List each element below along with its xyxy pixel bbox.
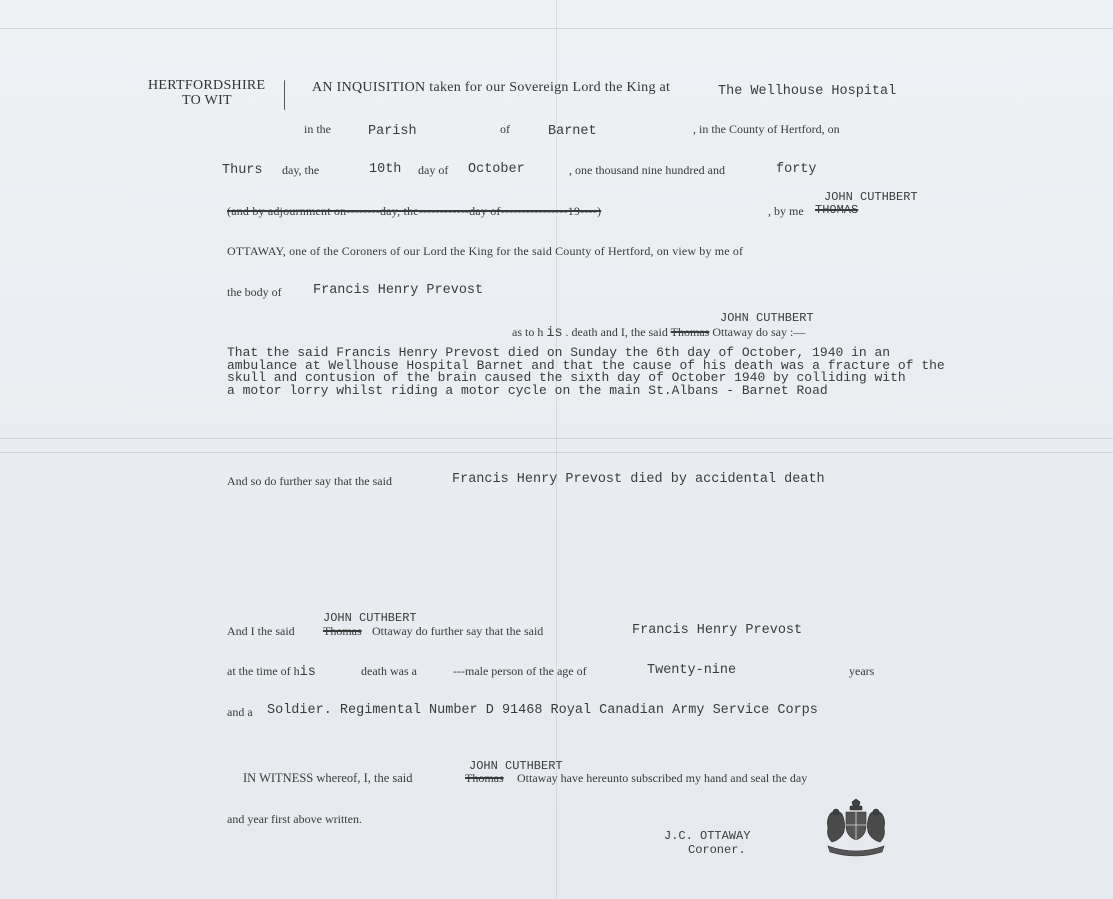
struck-name: Thomas [465, 771, 504, 785]
county-heading: HERTFORDSHIRE [148, 78, 266, 93]
cause-line: That the said Francis Henry Prevost died on Sunday the 6th day of October, 1940 in an [227, 345, 891, 360]
witness-text: IN WITNESS whereof, I, the said [243, 771, 413, 785]
struck-adjournment-text: (and by adjournment on--------day, the------------day of----------------19----) [227, 204, 602, 218]
as-to-label: as to h is . death and I, the said Thomas Ottaway do say :— [512, 325, 806, 341]
struck-name: THOMAS [815, 203, 859, 217]
pronoun: is [546, 326, 563, 341]
cause-line: ambulance at Wellhouse Hospital Barnet and that the cause of his death was a fracture of the [227, 357, 945, 373]
further-say-text: Ottaway do further say that the said [372, 624, 544, 638]
weekday: Thurs [222, 163, 263, 178]
and-a-label: and a [227, 705, 253, 719]
deceased-name: Francis Henry Prevost [632, 623, 803, 638]
cause-of-death-text [227, 347, 945, 397]
verdict-text: Francis Henry Prevost died by accidental death [452, 472, 825, 487]
and-i-label: And I the said [227, 624, 295, 638]
signature-title: Coroner. [688, 843, 746, 857]
coroner-text: OTTAWAY, one of the Coroners of our Lord the King for the said County of Hertford, on view by me of [227, 244, 744, 258]
day-the-label: day, the [282, 163, 320, 177]
witness-text-2: Ottaway have hereunto subscribed my hand and seal the day [517, 771, 808, 785]
at-time-label: at the time of his [227, 664, 316, 680]
cause-line: skull and contusion of the brain caused the sixth day of October 1940 by colliding with [227, 370, 906, 385]
further-text: And so do further say that the said [227, 474, 392, 488]
year-value: forty [776, 162, 817, 177]
male-person-text: ---male person of the age of [453, 664, 587, 678]
parish-label: Parish [368, 124, 417, 139]
month: October [468, 162, 525, 177]
body-of-label: the body of [227, 285, 282, 299]
inquisition-heading: AN INQUISITION taken for our Sovereign Lord the King at [312, 80, 671, 95]
pronoun: is [299, 665, 316, 680]
of-label: of [500, 122, 510, 136]
year-text: , one thousand nine hundred and [569, 163, 725, 177]
death-was-label: death was a [361, 664, 417, 678]
to-wit-heading: TO WIT [182, 93, 232, 108]
witness-text-3: and year first above written. [227, 812, 362, 826]
occupation-text: Soldier. Regimental Number D 91468 Royal Canadian Army Service Corps [267, 703, 818, 718]
parish-name: Barnet [548, 124, 597, 139]
deceased-name: Francis Henry Prevost [313, 283, 484, 298]
county-text: , in the County of Hertford, on [693, 122, 840, 136]
inserted-name: JOHN CUTHBERT [824, 190, 918, 204]
day-of-label: day of [418, 163, 449, 177]
inserted-name: JOHN CUTHBERT [323, 611, 417, 625]
cause-line: a motor lorry whilst riding a motor cycle on the main St.Albans - Barnet Road [227, 382, 828, 398]
in-the-label: in the [304, 122, 331, 136]
signature-name: J.C. OTTAWAY [664, 829, 751, 843]
royal-coat-of-arms-icon [822, 798, 890, 858]
struck-name: Thomas [670, 325, 710, 339]
inserted-name: JOHN CUTHBERT [720, 311, 814, 325]
place-name: The Wellhouse Hospital [718, 84, 897, 99]
struck-name: Thomas [323, 624, 362, 638]
years-label: years [849, 664, 875, 678]
day-number: 10th [369, 162, 402, 177]
age-value: Twenty-nine [647, 663, 737, 678]
brace [284, 80, 287, 110]
inserted-name: JOHN CUTHBERT [469, 759, 563, 773]
by-me-label: , by me [768, 204, 804, 218]
